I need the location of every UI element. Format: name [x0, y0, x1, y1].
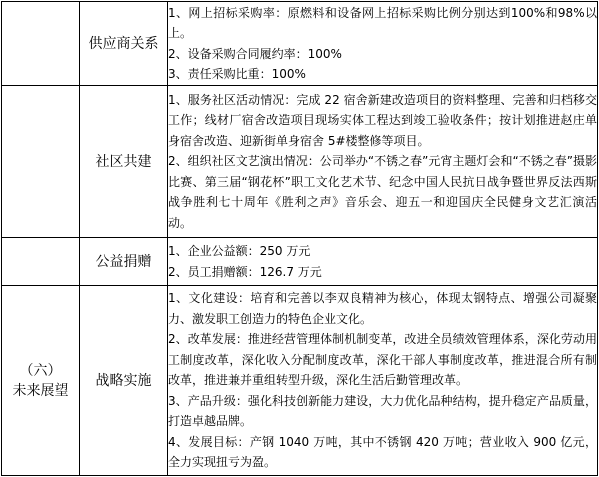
supplier-item: 3、责任采购比重：100%	[168, 67, 306, 81]
strategy-item: 2、改革发展：推进经营管理体制机制变革，改进全员绩效管理体系，深化劳动用工制度改革，深化收入分配制度改革，深化干部人事制度改革，推进混合所有制改革，推进兼并重组转型升级，深化生活后勤管理改革。	[168, 332, 597, 388]
row-label-charity: 公益捐赠	[80, 238, 168, 286]
row-label-community: 社区共建	[80, 86, 168, 238]
table-row-future	[2, 286, 598, 476]
community-item: 2、组织社区文艺演出情况：公司举办“不锈之春”元宵主题灯会和“不锈之春”摄影比赛、第三届“钢花杯”职工文化艺术节、纪念中国人民抗日战争暨世界反法西斯战争胜利七十周年《胜利之声》音乐会、迎五一和迎国庆全民健身文艺汇演活动。	[168, 154, 597, 230]
row-content-strategy	[168, 286, 598, 476]
table-row-supplier	[2, 2, 598, 86]
category-cell-future	[2, 286, 80, 476]
charity-item: 2、员工捐赠额：126.7 万元	[168, 264, 322, 279]
row-label-supplier: 供应商关系	[80, 2, 168, 86]
strategy-item: 4、发展目标：产钢 1040 万吨，其中不锈钢 420 万吨；营业收入 900 亿元，全力实现扭亏为盈。	[168, 434, 597, 470]
category-title: 未来展望	[12, 382, 69, 399]
responsibility-table	[1, 1, 598, 476]
category-cell-empty	[2, 2, 80, 86]
category-cell-empty	[2, 86, 80, 238]
row-content-supplier	[168, 2, 598, 86]
row-content-community	[168, 86, 598, 238]
table-row-community	[2, 86, 598, 238]
charity-item: 1、企业公益额：250 万元	[168, 244, 311, 258]
category-cell-empty	[2, 238, 80, 286]
strategy-item: 1、文化建设：培育和完善以李双良精神为核心，体现太钢特点、增强公司凝聚力、激发职工创造力的特色企业文化。	[168, 291, 597, 326]
strategy-item: 3、产品升级：强化科技创新能力建设，大力优化品种结构，提升稳定产品质量，打造卓越品牌。	[168, 393, 597, 429]
community-item: 1、服务社区活动情况：完成 22 宿舍新建改造项目的资料整理、完善和归档移交工作；线材厂宿舍改造项目现场实体工程达到竣工验收条件；按计划推进赵庄单身宿舍改造、迎新街单身宿舍 5#楼整修等项目。	[168, 92, 597, 148]
supplier-item: 1、网上招标采购率：原燃料和设备网上招标采购比例分别达到100%和98%以上。	[168, 5, 597, 40]
category-number: （六）	[19, 362, 62, 379]
table-row-charity	[2, 238, 598, 286]
row-content-charity	[168, 238, 598, 286]
supplier-item: 2、设备采购合同履约率：100%	[168, 46, 342, 61]
row-label-strategy: 战略实施	[80, 286, 168, 476]
